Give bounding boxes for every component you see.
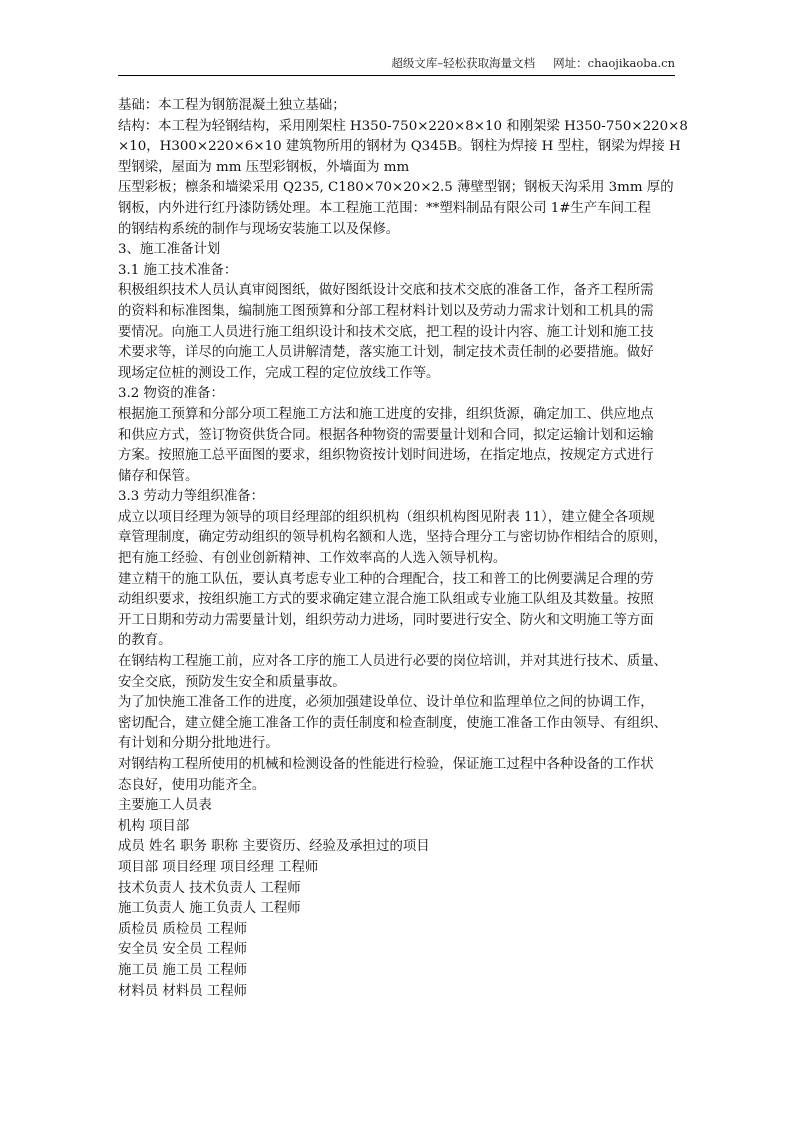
body-line: 钢板，内外进行红丹漆防锈处理。本工程施工范围：**塑料制品有限公司 1#生产车间工程: [118, 200, 651, 216]
body-line: 的资料和标准图集，编制施工图预算和分部工程材料计划以及劳动力需求计划和工机具的需: [118, 303, 654, 319]
body-line: 安全交底，预防发生安全和质量事故。: [118, 674, 346, 690]
body-line: 有计划和分期分批地进行。: [118, 736, 279, 752]
table-row: 技术负责人 技术负责人 工程师: [118, 880, 301, 896]
document-body: [118, 96, 688, 1002]
body-line: 动组织要求，按组织施工方式的要求确定建立混合施工队组或专业施工队组及其数量。按照: [118, 592, 654, 608]
body-line: 储存和保管。: [118, 468, 199, 484]
body-line: 根据施工预算和分部分项工程施工方法和施工进度的安排，组织货源，确定加工、供应地点: [118, 406, 654, 422]
body-line: 建立精干的施工队伍，要认真考虑专业工种的合理配合，技工和普工的比例要满足合理的劳: [118, 571, 654, 587]
body-line: 开工日期和劳动力需要量计划，组织劳动力进场，同时要进行安全、防火和文明施工等方面: [118, 612, 654, 628]
body-line: 要情况。向施工人员进行施工组织设计和技术交底，把工程的设计内容、施工计划和施工技: [118, 324, 654, 340]
body-line: 把有施工经验、有创业创新精神、工作效率高的人选入领导机构。: [118, 551, 507, 567]
subsection-heading: 3.3 劳动力等组织准备：: [118, 489, 265, 505]
table-row: 安全员 安全员 工程师: [118, 942, 248, 958]
body-line: 为了加快施工准备工作的进度，必须加强建设单位、设计单位和监理单位之间的协调工作，: [118, 695, 654, 711]
body-line: 型钢梁，屋面为 mm 压型彩钢板，外墙面为 mm: [118, 159, 410, 175]
section-heading: 3、施工准备计划: [118, 242, 221, 258]
table-row: 材料员 材料员 工程师: [118, 983, 248, 999]
body-line: ×10，H300×220×6×10 建筑物所用的钢材为 Q345B。钢柱为焊接 H 型柱，钢梁为焊接 H: [118, 139, 681, 155]
body-line: 方案。按照施工总平面图的要求，组织物资按计划时间进场，在指定地点，按规定方式进行: [118, 448, 654, 464]
url-label: 网址：: [553, 56, 588, 70]
table-row: 成员 姓名 职务 职称 主要资历、经验及承担过的项目: [118, 839, 430, 855]
table-row: 施工员 施工员 工程师: [118, 962, 248, 978]
body-line: 基础：本工程为钢筋混凝土独立基础；: [118, 98, 346, 113]
table-row: 质检员 质检员 工程师: [118, 921, 248, 937]
body-line: 的教育。: [118, 633, 172, 649]
table-title: 主要施工人员表: [118, 798, 212, 814]
body-line: 密切配合，建立健全施工准备工作的责任制度和检查制度，使施工准备工作由领导、有组织、: [118, 715, 668, 731]
body-line: 和供应方式，签订物资供货合同。根据各种物资的需要量计划和合同，拟定运输计划和运输: [118, 427, 654, 443]
body-line: 术要求等，详尽的向施工人员讲解清楚，落实施工计划，制定技术责任制的必要措施。做好: [118, 345, 654, 361]
site-url[interactable]: chaojikaoba.cn: [587, 56, 675, 70]
table-row: 施工负责人 施工负责人 工程师: [118, 901, 301, 917]
body-line: 对钢结构工程所使用的机械和检测设备的性能进行检验，保证施工过程中各种设备的工作状: [118, 757, 654, 772]
page-header: [118, 55, 675, 76]
body-line: 积极组织技术人员认真审阅图纸，做好图纸设计交底和技术交底的准备工作，备齐工程所需: [118, 283, 654, 299]
site-name: 超级文库–轻松获取海量文档: [391, 56, 536, 70]
body-line: 章管理制度，确定劳动组织的领导机构名额和人选，坚持合理分工与密切协作相结合的原则，: [118, 530, 668, 546]
body-line: 态良好，使用功能齐全。: [118, 777, 266, 793]
body-line: 压型彩板；檩条和墙梁采用 Q235, C180×70×20×2.5 薄壁型钢；钢板天沟采用 3mm 厚的: [118, 180, 674, 196]
body-line: 结构：本工程为轻钢结构，采用刚架柱 H350-750×220×8×10 和刚架梁 H350-750×220×8: [118, 118, 688, 134]
subsection-heading: 3.2 物资的准备：: [118, 386, 224, 402]
subsection-heading: 3.1 施工技术准备：: [118, 262, 238, 278]
table-row: 项目部 项目经理 项目经理 工程师: [118, 859, 319, 875]
table-row: 机构 项目部: [118, 818, 190, 834]
body-line: 成立以项目经理为领导的项目经理部的组织机构（组织机构图见附表 11），建立健全各项规: [118, 509, 655, 525]
body-line: 在钢结构工程施工前，应对各工序的施工人员进行必要的岗位培训，并对其进行技术、质量、: [118, 654, 668, 670]
body-line: 的钢结构系统的制作与现场安装施工以及保修。: [118, 221, 400, 237]
body-line: 现场定位桩的测设工作，完成工程的定位放线工作等。: [118, 365, 440, 381]
